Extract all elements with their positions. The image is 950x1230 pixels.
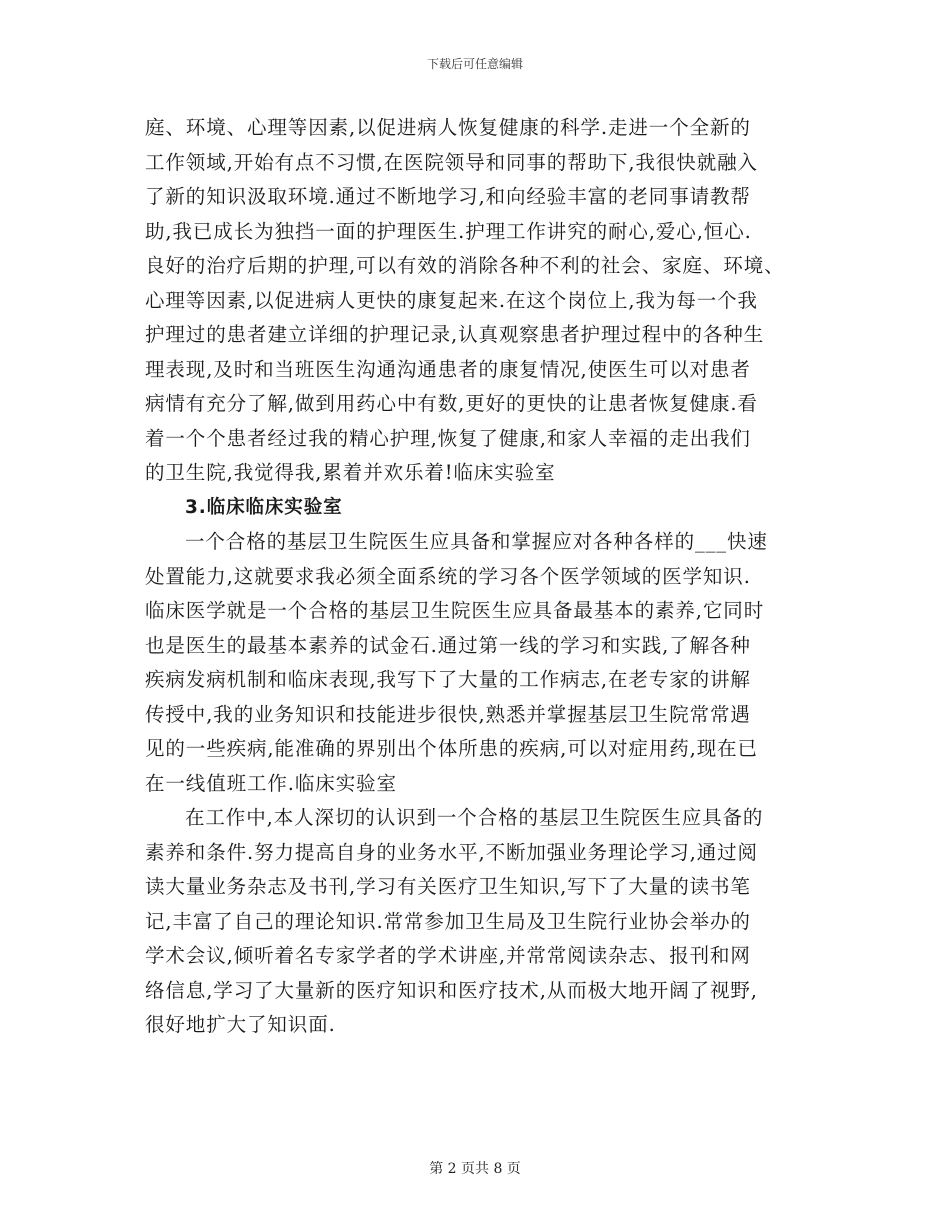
text-line: 很好地扩大了知识面. bbox=[145, 1013, 336, 1036]
text-line: 素养和条件.努力提高自身的业务水平,不断加强业务理论学习,通过阅 bbox=[145, 840, 758, 864]
text-line: 理表现,及时和当班医生沟通沟通患者的康复情况,使医生可以对患者 bbox=[145, 357, 751, 381]
text-line: 读大量业务杂志及书刊,学习有关医疗卫生知识,写下了大量的读书笔 bbox=[145, 875, 751, 898]
text-line: 在工作中,本人深切的认识到一个合格的基层卫生院医生应具备的 bbox=[185, 806, 764, 829]
text-line: 护理过的患者建立详细的护理记录,认真观察患者护理过程中的各种生 bbox=[145, 323, 765, 346]
text-line: 了新的知识汲取环境.通过不断地学习,和向经验丰富的老同事请教帮 bbox=[145, 185, 751, 208]
text-line: 也是医生的最基本素养的试金石.通过第一线的学习和实践,了解各种 bbox=[145, 633, 751, 657]
text-line: 临床医学就是一个合格的基层卫生院医生应具备最基本的素养,它同时 bbox=[145, 599, 765, 622]
document-body bbox=[145, 111, 825, 1043]
text-line: 疾病发病机制和临床表现,我写下了大量的工作病志,在老专家的讲解 bbox=[145, 668, 751, 691]
text-line: 处置能力,这就要求我必须全面系统的学习各个医学领域的医学知识. bbox=[145, 564, 751, 588]
text-line: 助,我已成长为独挡一面的护理医生.护理工作讲究的耐心,爱心,恒心. bbox=[145, 219, 752, 243]
text-line: 记,丰富了自己的理论知识.常常参加卫生局及卫生院行业协会举办的 bbox=[145, 909, 751, 933]
text-line: 传授中,我的业务知识和技能进步很快,熟悉并掌握基层卫生院常常遇 bbox=[145, 702, 751, 726]
text-line: 庭、环境、心理等因素,以促进病人恢复健康的科学.走进一个全新的 bbox=[145, 116, 751, 139]
text-line: 见的一些疾病,能准确的界别出个体所患的疾病,可以对症用药,现在已 bbox=[145, 737, 758, 760]
text-line: 工作领域,开始有点不习惯,在医院领导和同事的帮助下,我很快就融入 bbox=[145, 150, 758, 174]
text-line: 的卫生院,我觉得我,累着并欢乐着!临床实验室 bbox=[145, 461, 556, 484]
text-line: 一个合格的基层卫生院医生应具备和掌握应对各种各样的___快速 bbox=[185, 530, 768, 553]
section-heading: 3.临床临床实验室 bbox=[185, 496, 343, 518]
text-line: 络信息,学习了大量新的医疗知识和医疗技术,从而极大地开阔了视野, bbox=[145, 978, 758, 1002]
text-line: 良好的治疗后期的护理,可以有效的消除各种不利的社会、家庭、环境、 bbox=[145, 254, 785, 277]
page-header: 下载后可任意编辑 bbox=[426, 57, 523, 71]
text-line: 在一线值班工作.临床实验室 bbox=[145, 771, 397, 795]
page-footer: 第 2 页共 8 页 bbox=[429, 1161, 521, 1177]
text-line: 学术会议,倾听着名专家学者的学术讲座,并常常阅读杂志、报刊和网 bbox=[145, 944, 751, 967]
text-line: 着一个个患者经过我的精心护理,恢复了健康,和家人幸福的走出我们 bbox=[145, 426, 751, 450]
text-line: 病情有充分了解,做到用药心中有数,更好的更快的让患者恢复健康.看 bbox=[145, 392, 758, 415]
text-line: 心理等因素,以促进病人更快的康复起来.在这个岗位上,我为每一个我 bbox=[145, 288, 758, 312]
